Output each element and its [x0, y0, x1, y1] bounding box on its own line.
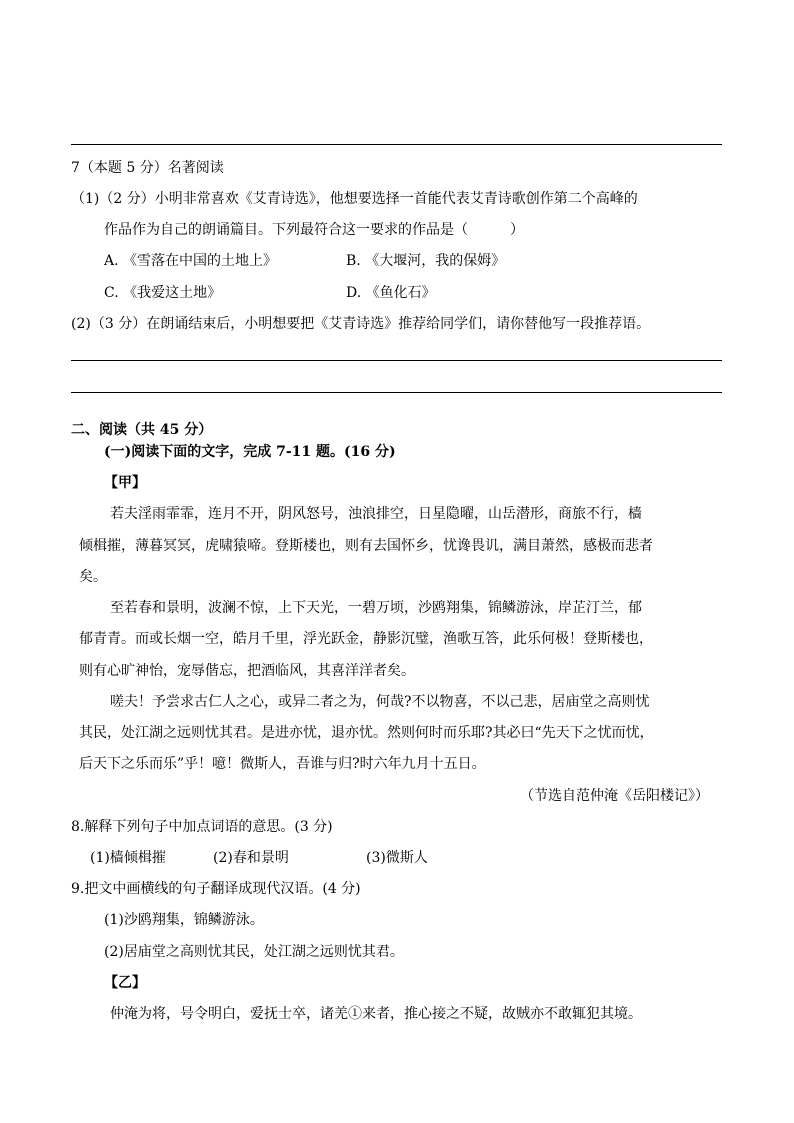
passage-jia-line: 则有心旷神怡，宠辱偕忘，把酒临风，其喜洋洋者矣。: [79, 663, 415, 679]
passage-yi-line: 仲淹为将，号令明白，爱抚士卒，诸羌①来者，推心接之不疑，故贼亦不敢辄犯其境。: [110, 1006, 642, 1022]
passage-jia-line: 其民，处江湖之远则忧其君。是进亦忧，退亦忧。然则何时而乐耶?其必曰“先天下之忧而忧，: [79, 725, 654, 741]
question-8-item-3: (3)微斯人: [366, 850, 428, 866]
question-9-title: 9.把文中画横线的句子翻译成现代汉语。(4 分): [71, 881, 361, 897]
passage-jia-line: 至若春和景明，波澜不惊，上下天光，一碧万顷，沙鸥翔集，锦鳞游泳，岸芷汀兰，郁: [110, 600, 642, 616]
option-a: A. 《雪落在中国的土地上》: [104, 253, 278, 269]
passage-jia-line: 后天下之乐而乐”乎！噫！微斯人，吾谁与归?时六年九月十五日。: [79, 756, 486, 772]
yi-label: 【乙】: [104, 975, 146, 991]
passage-jia-line: 嗟夫！予尝求古仁人之心，或异二者之为，何哉?不以物喜，不以己悲，居庙堂之高则忧: [110, 694, 650, 710]
option-d: D. 《鱼化石》: [346, 285, 436, 301]
passage-jia-line: 矣。: [79, 569, 107, 585]
question-7-title: 7（本题 5 分）名著阅读: [71, 160, 224, 176]
question-8-item-1: (1)樯倾楫摧: [90, 850, 166, 866]
question-7-part-2: (2)（3 分）在朗诵结束后，小明想要把《艾青诗选》推荐给同学们，请你替他写一段推荐语。: [71, 316, 651, 332]
section-2-title: 二、阅读（共 45 分）: [71, 422, 213, 438]
passage-jia-line: 若夫淫雨霏霏，连月不开，阴风怒号，浊浪排空，日星隐曜，山岳潜形，商旅不行，樯: [110, 506, 642, 522]
question-7-part-1-line-1: （1)（2 分）小明非常喜欢《艾青诗选》，他想要选择一首能代表艾青诗歌创作第二个高峰的: [71, 191, 638, 207]
top-divider: [71, 144, 722, 145]
passage-source: （节选自范仲淹《岳阳楼记》）: [520, 788, 709, 804]
question-8-title: 8.解释下列句子中加点词语的意思。(3 分): [71, 819, 333, 835]
section-2-subtitle: (一)阅读下面的文字，完成 7-11 题。(16 分): [104, 444, 396, 460]
answer-line-1: [71, 360, 722, 361]
question-7-part-1-line-2: 作品作为自己的朗诵篇目。下列最符合这一要求的作品是（ ）: [104, 222, 524, 238]
passage-jia-line: 倾楫摧，薄暮冥冥，虎啸猿啼。登斯楼也，则有去国怀乡，忧谗畏讥，满目萧然，感极而悲者: [79, 538, 653, 554]
option-b: B. 《大堰河，我的保姆》: [346, 253, 506, 269]
question-9-item-2: (2)居庙堂之高则忧其民，处江湖之远则忧其君。: [104, 944, 404, 960]
passage-jia-line: 郁青青。而或长烟一空，皓月千里，浮光跃金，静影沉璧，渔歌互答，此乐何极！登斯楼也，: [79, 631, 653, 647]
question-9-item-1: (1)沙鸥翔集，锦鳞游泳。: [104, 912, 264, 928]
answer-line-2: [71, 392, 722, 393]
jia-label: 【甲】: [104, 475, 146, 491]
option-c: C. 《我爱这土地》: [104, 285, 222, 301]
question-8-item-2: (2)春和景明: [213, 850, 289, 866]
